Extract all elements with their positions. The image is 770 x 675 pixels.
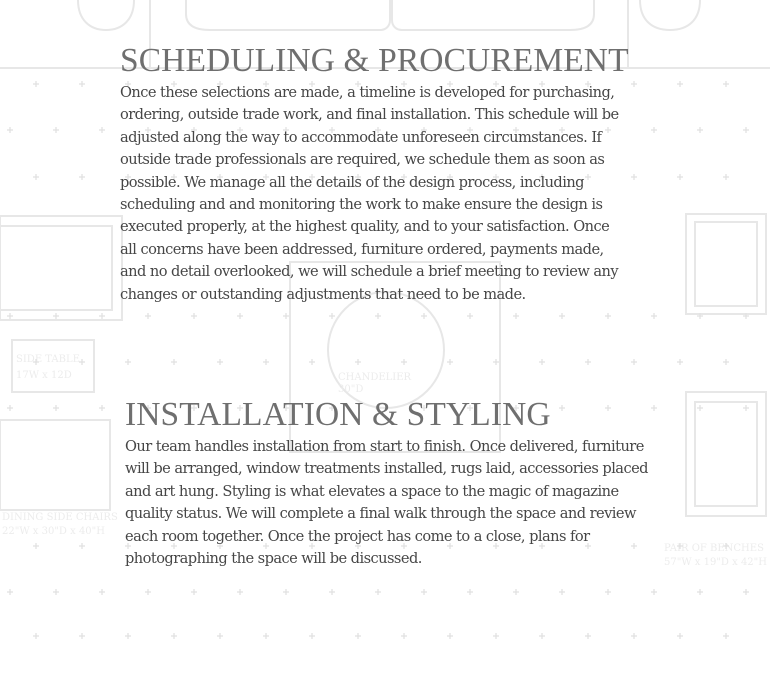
text-line: and art hung. Styling is what elevates a space to the magic of magazine — [125, 482, 619, 500]
text-line: Our team handles installation from start to finish. Once delivered, furniture — [125, 438, 644, 455]
text-line: changes or outstanding adjustments that need to be made. — [120, 285, 526, 303]
text-line: executed properly, at the highest quality, and to your satisfaction. Once — [120, 218, 610, 236]
bench — [686, 392, 766, 516]
text-line: Once these selections are made, a timeline is developed for purchasing, — [120, 84, 615, 101]
left-chair — [0, 420, 110, 510]
side-table — [12, 340, 94, 392]
round-chair-right — [640, 0, 700, 30]
sofa-cushion-left — [186, 0, 390, 30]
side-chairs-size: 22"W x 30"D x 40"H — [2, 526, 105, 537]
chandelier-label: CHANDELIER — [338, 372, 412, 383]
left-cabinet-inner — [0, 226, 112, 310]
side-table-size: 17W x 12D — [16, 370, 72, 381]
bench-inner — [695, 402, 757, 506]
installation-body — [125, 436, 648, 570]
benches-label: PAIR OF BENCHES — [664, 543, 764, 554]
installation-title: INSTALLATION & STYLING — [125, 396, 551, 433]
side-chairs-label: DINING SIDE CHAIRS — [2, 512, 118, 523]
right-chair-inner — [695, 222, 757, 306]
text-line: photographing the space will be discussed. — [125, 550, 422, 568]
text-line: ordering, outside trade work, and final installation. This schedule will be — [120, 106, 619, 124]
sofa-cushion-right — [392, 0, 594, 30]
text-line: quality status. We will complete a final walk through the space and review — [125, 505, 636, 523]
round-chair-left — [78, 0, 134, 30]
right-chair — [686, 214, 766, 314]
scheduling-body — [120, 82, 629, 306]
installation-section — [125, 397, 648, 570]
scheduling-section — [120, 43, 629, 306]
scheduling-title: SCHEDULING & PROCUREMENT — [120, 42, 629, 79]
text-line: adjusted along the way to accommodate unforeseen circumstances. If — [120, 128, 602, 146]
left-cabinet — [0, 216, 122, 320]
text-line: and no detail overlooked, we will schedule a brief meeting to review any — [120, 263, 619, 281]
text-line: outside trade professionals are required, we schedule them as soon as — [120, 151, 605, 169]
side-table-label: SIDE TABLE — [16, 354, 80, 365]
text-line: will be arranged, window treatments installed, rugs laid, accessories placed — [125, 460, 648, 478]
benches-size: 57"W x 19"D x 42"H — [664, 557, 767, 568]
chandelier-size: 30"D — [338, 384, 364, 395]
text-line: all concerns have been addressed, furniture ordered, payments made, — [120, 240, 604, 258]
text-line: scheduling and and monitoring the work to make ensure the design is — [120, 196, 603, 214]
text-line: each room together. Once the project has come to a close, plans for — [125, 527, 590, 545]
text-line: possible. We manage all the details of the design process, including — [120, 173, 584, 191]
